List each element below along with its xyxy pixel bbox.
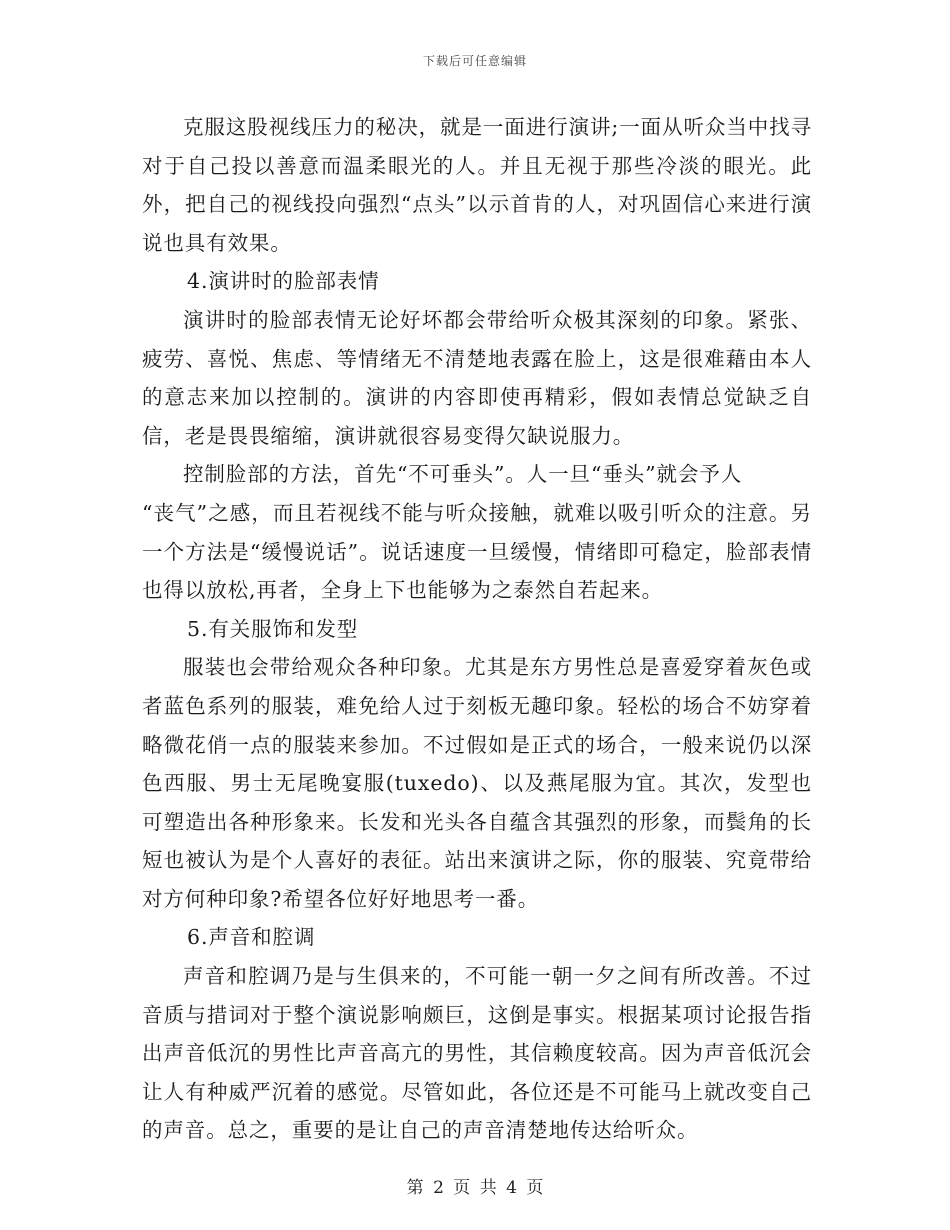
paragraph-facial-expression: 演讲时的脸部表情无论好坏都会带给听众极其深刻的印象。紧张、疲劳、喜悦、焦虑、等情绪无不清楚地表露在脸上，这是很难藉由本人的意志来加以控制的。演讲的内容即使再精彩，假如表情总觉缺乏自信，老是畏畏缩缩，演讲就很容易变得欠缺说服力。	[142, 307, 812, 448]
paragraph-face-control: “丧气”之感，而且若视线不能与听众接触，就难以吸引听众的注意。另一个方法是“缓慢说话”。说话速度一旦缓慢，情绪即可稳定，脸部表情也得以放松,再者，全身上下也能够为之泰然自若起来。	[142, 500, 812, 603]
paragraph-gaze-pressure: 克服这股视线压力的秘决，就是一面进行演讲;一面从听众当中找寻对于自己投以善意而温柔眼光的人。并且无视于那些冷淡的眼光。此外，把自己的视线投向强烈“点头”以示首肯的人，对巩固信心来进行演说也具有效果。	[142, 115, 812, 255]
page-header: 下载后可任意编辑	[422, 54, 527, 68]
section-heading-facial-expression: 4.演讲时的脸部表情	[187, 269, 380, 294]
section-heading-voice-tone: 6.声音和腔调	[187, 925, 316, 950]
paragraph-clothing-hair: 服装也会带给观众各种印象。尤其是东方男性总是喜爱穿着灰色或者蓝色系列的服装，难免给人过于刻板无趣印象。轻松的场合不妨穿着略微花俏一点的服装来参加。不过假如是正式的场合，一般来说仍以深色西服、男士无尾晚宴服(tuxedo)、以及燕尾服为宜。其次，发型也可塑造出各种形象来。长发和光头各自蕴含其强烈的形象，而鬓角的长短也被认为是个人喜好的表征。站出来演讲之际，你的服装、究竟带给对方何种印象?希望各位好好地思考一番。	[142, 655, 812, 911]
paragraph-voice-tone: 声音和腔调乃是与生俱来的，不可能一朝一夕之间有所改善。不过音质与措词对于整个演说影响颇巨，这倒是事实。根据某项讨论报告指出声音低沉的男性比声音高亢的男性，其信赖度较高。因为声音低沉会让人有种威严沉着的感觉。尽管如此，各位还是不可能马上就改变自己的声音。总之，重要的是让自己的声音清楚地传达给听众。	[142, 964, 812, 1143]
page-number-footer: 第 2 页 共 4 页	[406, 1178, 544, 1198]
paragraph-face-control-line1: 控制脸部的方法，首先“不可垂头”。人一旦“垂头”就会予人	[183, 462, 743, 487]
document-body	[142, 108, 812, 1150]
section-heading-clothing-hair: 5.有关服饰和发型	[187, 616, 359, 641]
